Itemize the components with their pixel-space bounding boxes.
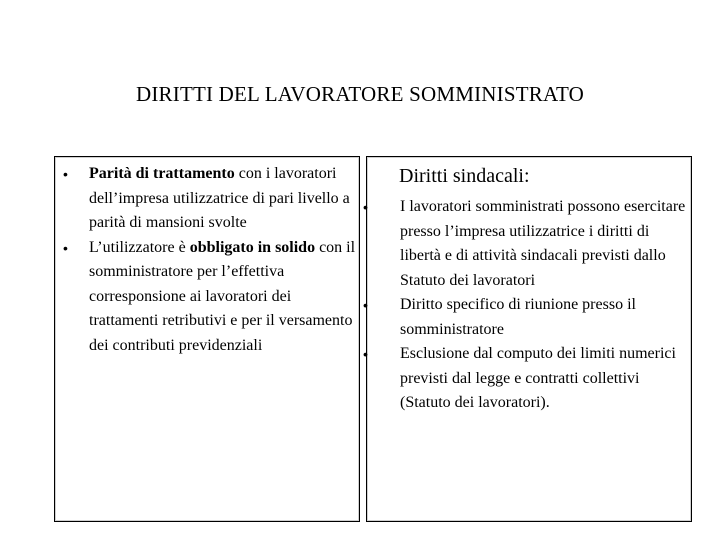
bullet-icon: • bbox=[363, 199, 368, 215]
list-item bbox=[59, 236, 359, 359]
list-item-text: I lavoratori somministrati possono esercitare presso l’impresa utilizzatrice i diritti di libertà e di attività sindacali previsti dallo Statuto dei lavoratori bbox=[400, 198, 686, 289]
bullet-icon: • bbox=[363, 346, 368, 362]
list-item bbox=[59, 162, 359, 236]
list-item bbox=[363, 342, 689, 416]
bullet-icon: • bbox=[63, 239, 68, 256]
parita-trattamento-bold: Parità di trattamento bbox=[89, 165, 235, 182]
diritti-sindacali-heading: Diritti sindacali: bbox=[399, 165, 530, 187]
right-bullet-list bbox=[363, 195, 689, 416]
left-bullet-list bbox=[59, 162, 359, 358]
bullet-icon: • bbox=[63, 166, 68, 182]
list-item-text: con i lavoratori dell’impresa utilizzatrice di pari livello a parità di mansioni svolte bbox=[89, 165, 350, 231]
list-item-text: L’utilizzatore è bbox=[89, 238, 190, 256]
list-item bbox=[363, 293, 689, 342]
obbligato-solido-bold: obbligato in solido bbox=[189, 238, 316, 256]
right-text-box bbox=[363, 156, 692, 522]
left-text-box bbox=[54, 156, 360, 522]
slide-title: DIRITTI DEL LAVORATORE SOMMINISTRATO bbox=[135, 82, 584, 106]
bullet-icon: • bbox=[363, 297, 368, 313]
list-item-text: Esclusione dal computo dei limiti numerici previsti dal legge e contratti collettivi (Statuto dei lavoratori). bbox=[400, 345, 676, 411]
list-item-text: Diritto specifico di riunione presso il somministratore bbox=[400, 296, 636, 338]
list-item bbox=[363, 195, 689, 293]
list-item-text: con il somministratore per l’effettiva corresponsione ai lavoratori dei trattamenti retributivi e per il versamento dei contributi previdenziali bbox=[89, 238, 356, 354]
